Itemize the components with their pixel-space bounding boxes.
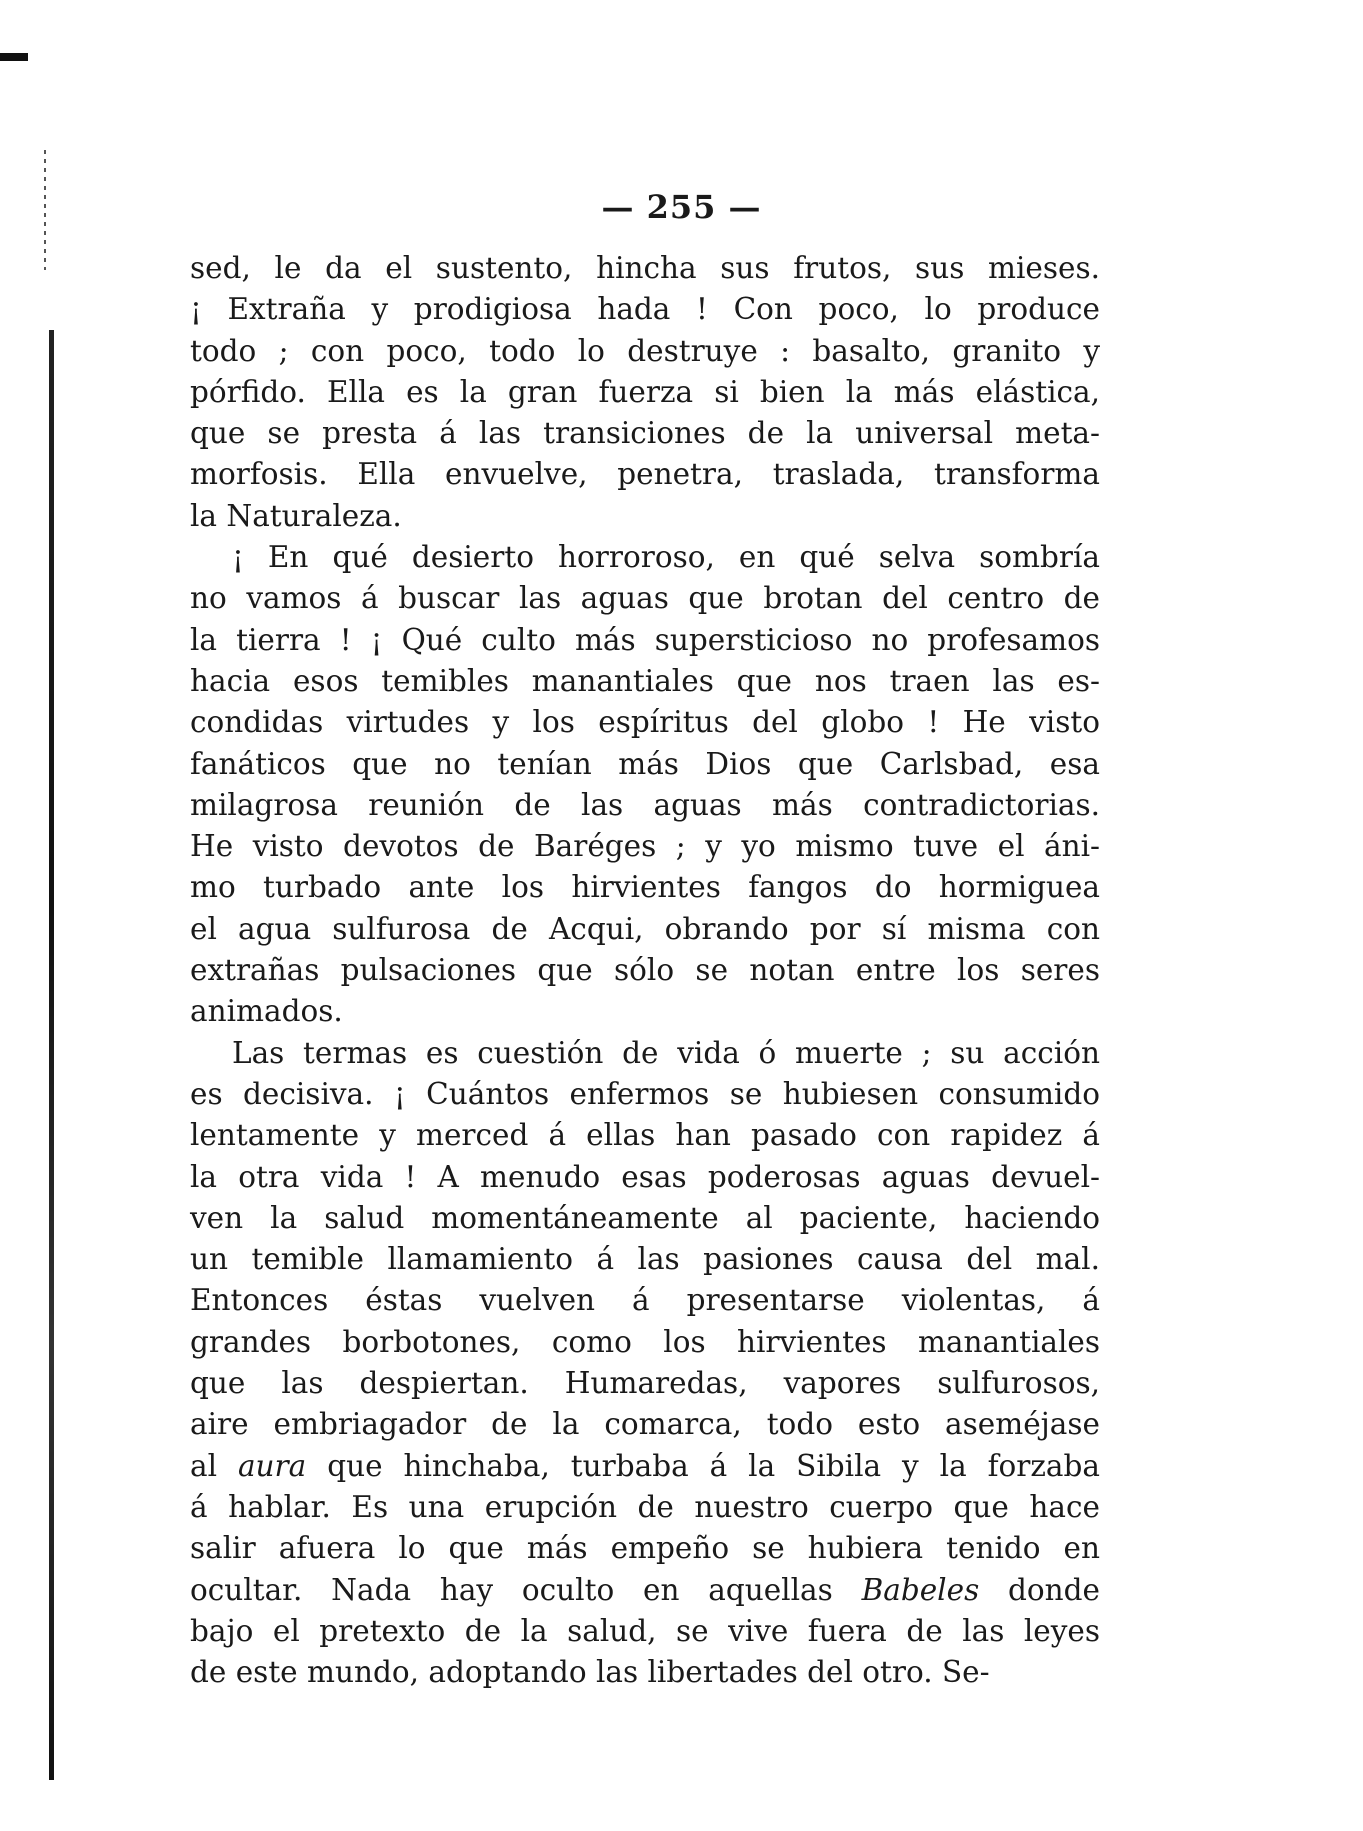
text-line: la tierra ! ¡ Qué culto más supersticioso no profesamos bbox=[190, 622, 1100, 657]
text-line: bajo el pretexto de la salud, se vive fuera de las leyes bbox=[190, 1613, 1100, 1648]
page-number: — 255 — bbox=[601, 188, 762, 226]
text-line: mo turbado ante los hirvientes fangos do hormiguea bbox=[190, 870, 1100, 905]
text-line: todo ; con poco, todo lo destruye : basalto, granito y bbox=[190, 333, 1100, 368]
text-line: que las despiertan. Humaredas, vapores sulfurosos, bbox=[190, 1366, 1100, 1401]
scan-edge-mark bbox=[0, 53, 28, 61]
text-line: He visto devotos de Baréges ; y yo mismo tuve el áni- bbox=[190, 829, 1100, 864]
text-line: morfosis. Ella envuelve, penetra, traslada, transforma bbox=[190, 457, 1100, 492]
text-line: extrañas pulsaciones que sólo se notan entre los seres bbox=[190, 953, 1100, 988]
paragraph bbox=[190, 1033, 1100, 1694]
text-line: aire embriagador de la comarca, todo esto aseméjase bbox=[190, 1407, 1100, 1442]
text-line: fanáticos que no tenían más Dios que Carlsbad, esa bbox=[190, 746, 1100, 781]
paragraph bbox=[190, 537, 1100, 1033]
text-line: milagrosa reunión de las aguas más contradictorias. bbox=[190, 787, 1100, 822]
text-line: grandes borbotones, como los hirvientes manantiales bbox=[190, 1324, 1100, 1359]
text-line: animados. bbox=[190, 994, 343, 1029]
text-line: pórfido. Ella es la gran fuerza si bien la más elástica, bbox=[190, 374, 1100, 409]
text-line: hacia esos temibles manantiales que nos traen las es- bbox=[190, 663, 1100, 698]
page-body bbox=[190, 248, 1100, 1693]
italic-term: aura bbox=[237, 1448, 307, 1483]
text-line: es decisiva. ¡ Cuántos enfermos se hubiesen consumido bbox=[190, 1076, 1100, 1111]
text-line: la Naturaleza. bbox=[190, 498, 402, 533]
scan-spine-shadow bbox=[49, 330, 54, 1780]
text-line: la otra vida ! A menudo esas poderosas aguas devuel- bbox=[190, 1159, 1100, 1194]
text-line: salir afuera lo que más empeño se hubiera tenido en bbox=[190, 1531, 1100, 1566]
text-line: al aura que hinchaba, turbaba á la Sibila y la forzaba bbox=[190, 1448, 1100, 1483]
text-line: que se presta á las transiciones de la universal meta- bbox=[190, 416, 1100, 451]
text-line: condidas virtudes y los espíritus del globo ! He visto bbox=[190, 705, 1100, 740]
paragraph bbox=[190, 248, 1100, 537]
text-line: á hablar. Es una erupción de nuestro cuerpo que hace bbox=[190, 1489, 1100, 1524]
text-line: un temible llamamiento á las pasiones causa del mal. bbox=[190, 1242, 1100, 1277]
text-line: ¡ Extraña y prodigiosa hada ! Con poco, lo produce bbox=[190, 292, 1100, 327]
text-line: lentamente y merced á ellas han pasado con rapidez á bbox=[190, 1118, 1100, 1153]
text-line: no vamos á buscar las aguas que brotan del centro de bbox=[190, 581, 1100, 616]
text-line: Entonces éstas vuelven á presentarse violentas, á bbox=[190, 1283, 1100, 1318]
text-line: ¡ En qué desierto horroroso, en qué selva sombría bbox=[232, 540, 1100, 575]
text-line: ocultar. Nada hay oculto en aquellas Babeles donde bbox=[190, 1572, 1100, 1607]
text-line: el agua sulfurosa de Acqui, obrando por sí misma con bbox=[190, 911, 1100, 946]
text-line: ven la salud momentáneamente al paciente, haciendo bbox=[190, 1200, 1100, 1235]
text-line: sed, le da el sustento, hincha sus frutos, sus mieses. bbox=[190, 251, 1100, 285]
text-line: de este mundo, adoptando las libertades del otro. Se- bbox=[190, 1655, 990, 1690]
italic-term: Babeles bbox=[861, 1572, 980, 1607]
text-line: Las termas es cuestión de vida ó muerte ; su acción bbox=[232, 1035, 1100, 1070]
